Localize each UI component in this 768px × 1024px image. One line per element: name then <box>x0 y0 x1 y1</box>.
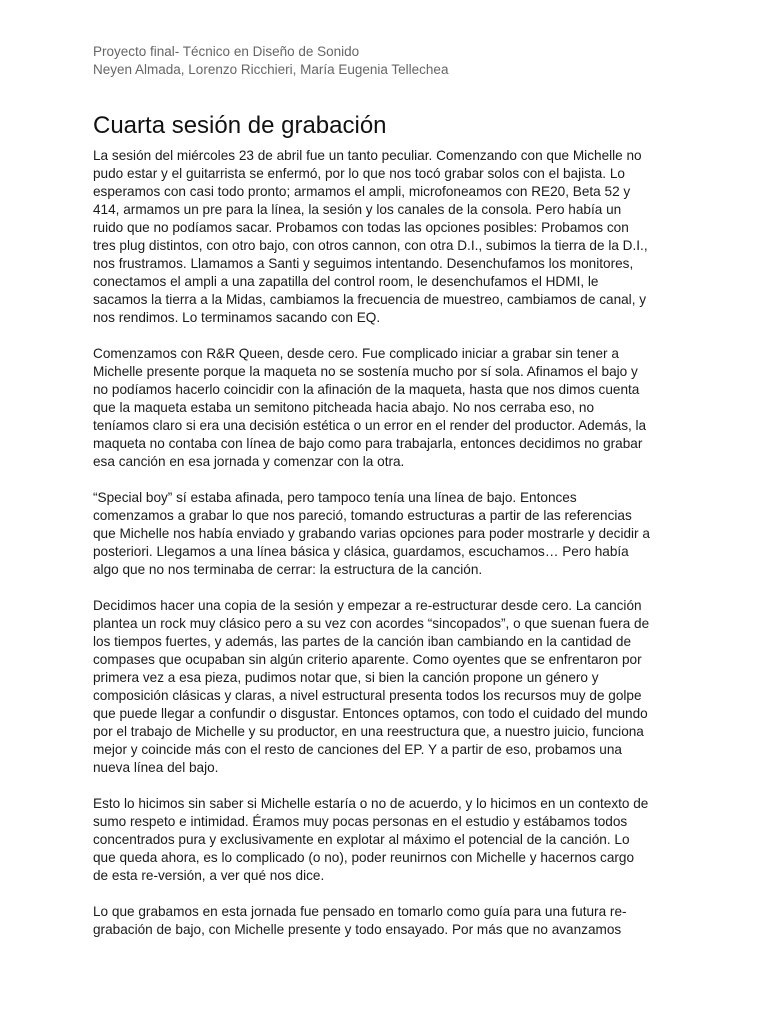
body-paragraph <box>93 597 683 777</box>
paragraph-line: que queda ahora, es lo complicado (o no), poder reunirnos con Michelle y hacernos cargo <box>93 850 635 865</box>
paragraph-line: nos rendimos. Lo terminamos sacando con EQ. <box>93 310 381 325</box>
paragraph-line: Lo que grabamos en esta jornada fue pensado en tomarlo como guía para una futura re- <box>93 904 627 919</box>
paragraph-line: que puede llegar a confundir o disgustar. Entonces optamos, con todo el cuidado del mundo <box>93 706 648 721</box>
paragraph-line: Michelle presente porque la maqueta no se sostenía mucho por sí sola. Afinamos el bajo y <box>93 364 638 379</box>
paragraph-line: que la maqueta estaba un semitono pitcheada hacia abajo. No nos cerraba eso, no <box>93 400 595 415</box>
paragraph-line: concentrados pura y exclusivamente en explotar al máximo el potencial de la canción. Lo <box>93 832 630 847</box>
document-header <box>93 43 693 79</box>
paragraph-line: no podíamos hacerlo coincidir con la afinación de la maqueta, hasta que nos dimos cuenta <box>93 382 640 397</box>
paragraph-line: teníamos claro si era una decisión estética o un error en el render del productor. Además, la <box>93 418 647 433</box>
paragraph-line: ruido que no podíamos sacar. Probamos con todas las opciones posibles: Probamos con <box>93 220 629 235</box>
header-authors-line: Neyen Almada, Lorenzo Ricchieri, María Eugenia Tellechea <box>93 62 449 77</box>
paragraph-line: esperamos con casi todo pronto; armamos el ampli, microfoneamos con RE20, Beta 52 y <box>93 184 631 199</box>
paragraph-line: plantea un rock muy clásico pero a su vez con acordes “sincopados”, o que suenan fuera de <box>93 616 650 631</box>
paragraph-line: compases que ocupaban sin algún criterio aparente. Como oyentes que se enfrentaron por <box>93 652 642 667</box>
paragraph-line: conectamos el ampli a una zapatilla del control room, le desenchufamos el HDMI, le <box>93 274 599 289</box>
paragraph-line: grabación de bajo, con Michelle presente y todo ensayado. Por más que no avanzamos <box>93 922 622 937</box>
paragraph-line: comenzamos a grabar lo que nos pareció, tomando estructuras a partir de las referencias <box>93 508 632 523</box>
body-paragraph <box>93 903 683 939</box>
paragraph-line: 414, armamos un pre para la línea, la sesión y los canales de la consola. Pero había un <box>93 202 622 217</box>
paragraph-line: los tiempos fuertes, y además, las partes de la canción iban cambiando en la cantidad de <box>93 634 632 649</box>
paragraph-line: mejor y coincide más con el resto de canciones del EP. Y a partir de eso, probamos una <box>93 742 622 757</box>
paragraph-line: sacamos la tierra a la Midas, cambiamos la frecuencia de muestreo, cambiamos de canal, y <box>93 292 647 307</box>
paragraph-line: tres plug distintos, con otro bajo, con otros cannon, con otra D.I., subimos la tierra de la D.I., <box>93 238 648 253</box>
body-paragraph <box>93 795 683 885</box>
paragraph-line: “Special boy” sí estaba afinada, pero tampoco tenía una línea de bajo. Entonces <box>93 490 577 505</box>
paragraph-line: composición clásicas y claras, a nivel estructural presenta todos los recursos muy de golpe <box>93 688 642 703</box>
paragraph-line: posteriori. Llegamos a una línea básica y clásica, guardamos, escuchamos… Pero había <box>93 544 629 559</box>
paragraph-line: Esto lo hicimos sin saber si Michelle estaría o no de acuerdo, y lo hicimos en un contexto de <box>93 796 649 811</box>
document-body <box>93 147 683 957</box>
paragraph-line: esa canción en esa jornada y comenzar con la otra. <box>93 454 405 469</box>
paragraph-line: algo que no nos terminaba de cerrar: la estructura de la canción. <box>93 562 483 577</box>
paragraph-line: por el trabajo de Michelle y su productor, en una reestructura que, a nuestro juicio, funciona <box>93 724 644 739</box>
section-title: Cuarta sesión de grabación <box>93 112 387 139</box>
header-project-line: Proyecto final- Técnico en Diseño de Sonido <box>93 44 360 59</box>
body-paragraph <box>93 345 683 471</box>
body-paragraph <box>93 147 683 327</box>
body-paragraph <box>93 489 683 579</box>
paragraph-line: La sesión del miércoles 23 de abril fue un tanto peculiar. Comenzando con que Michelle no <box>93 148 642 163</box>
paragraph-line: nueva línea del bajo. <box>93 760 219 775</box>
paragraph-line: de esta re-versión, a ver qué nos dice. <box>93 868 325 883</box>
paragraph-line: que Michelle nos había enviado y grabando varias opciones para poder mostrarle y decidir a <box>93 526 650 541</box>
paragraph-line: primera vez a esa pieza, pudimos notar que, si bien la canción propone un género y <box>93 670 599 685</box>
paragraph-line: nos frustramos. Llamamos a Santi y seguimos intentando. Desenchufamos los monitores, <box>93 256 634 271</box>
paragraph-line: maqueta no contaba con línea de bajo como para trabajarla, entonces decidimos no grabar <box>93 436 643 451</box>
paragraph-line: sumo respeto e intimidad. Éramos muy pocas personas en el estudio y estábamos todos <box>93 814 628 829</box>
paragraph-line: Decidimos hacer una copia de la sesión y empezar a re-estructurar desde cero. La canción <box>93 598 642 613</box>
paragraph-line: Comenzamos con R&R Queen, desde cero. Fue complicado iniciar a grabar sin tener a <box>93 346 619 361</box>
paragraph-line: pudo estar y el guitarrista se enfermó, por lo que nos tocó grabar solos con el bajista. Lo <box>93 166 625 181</box>
